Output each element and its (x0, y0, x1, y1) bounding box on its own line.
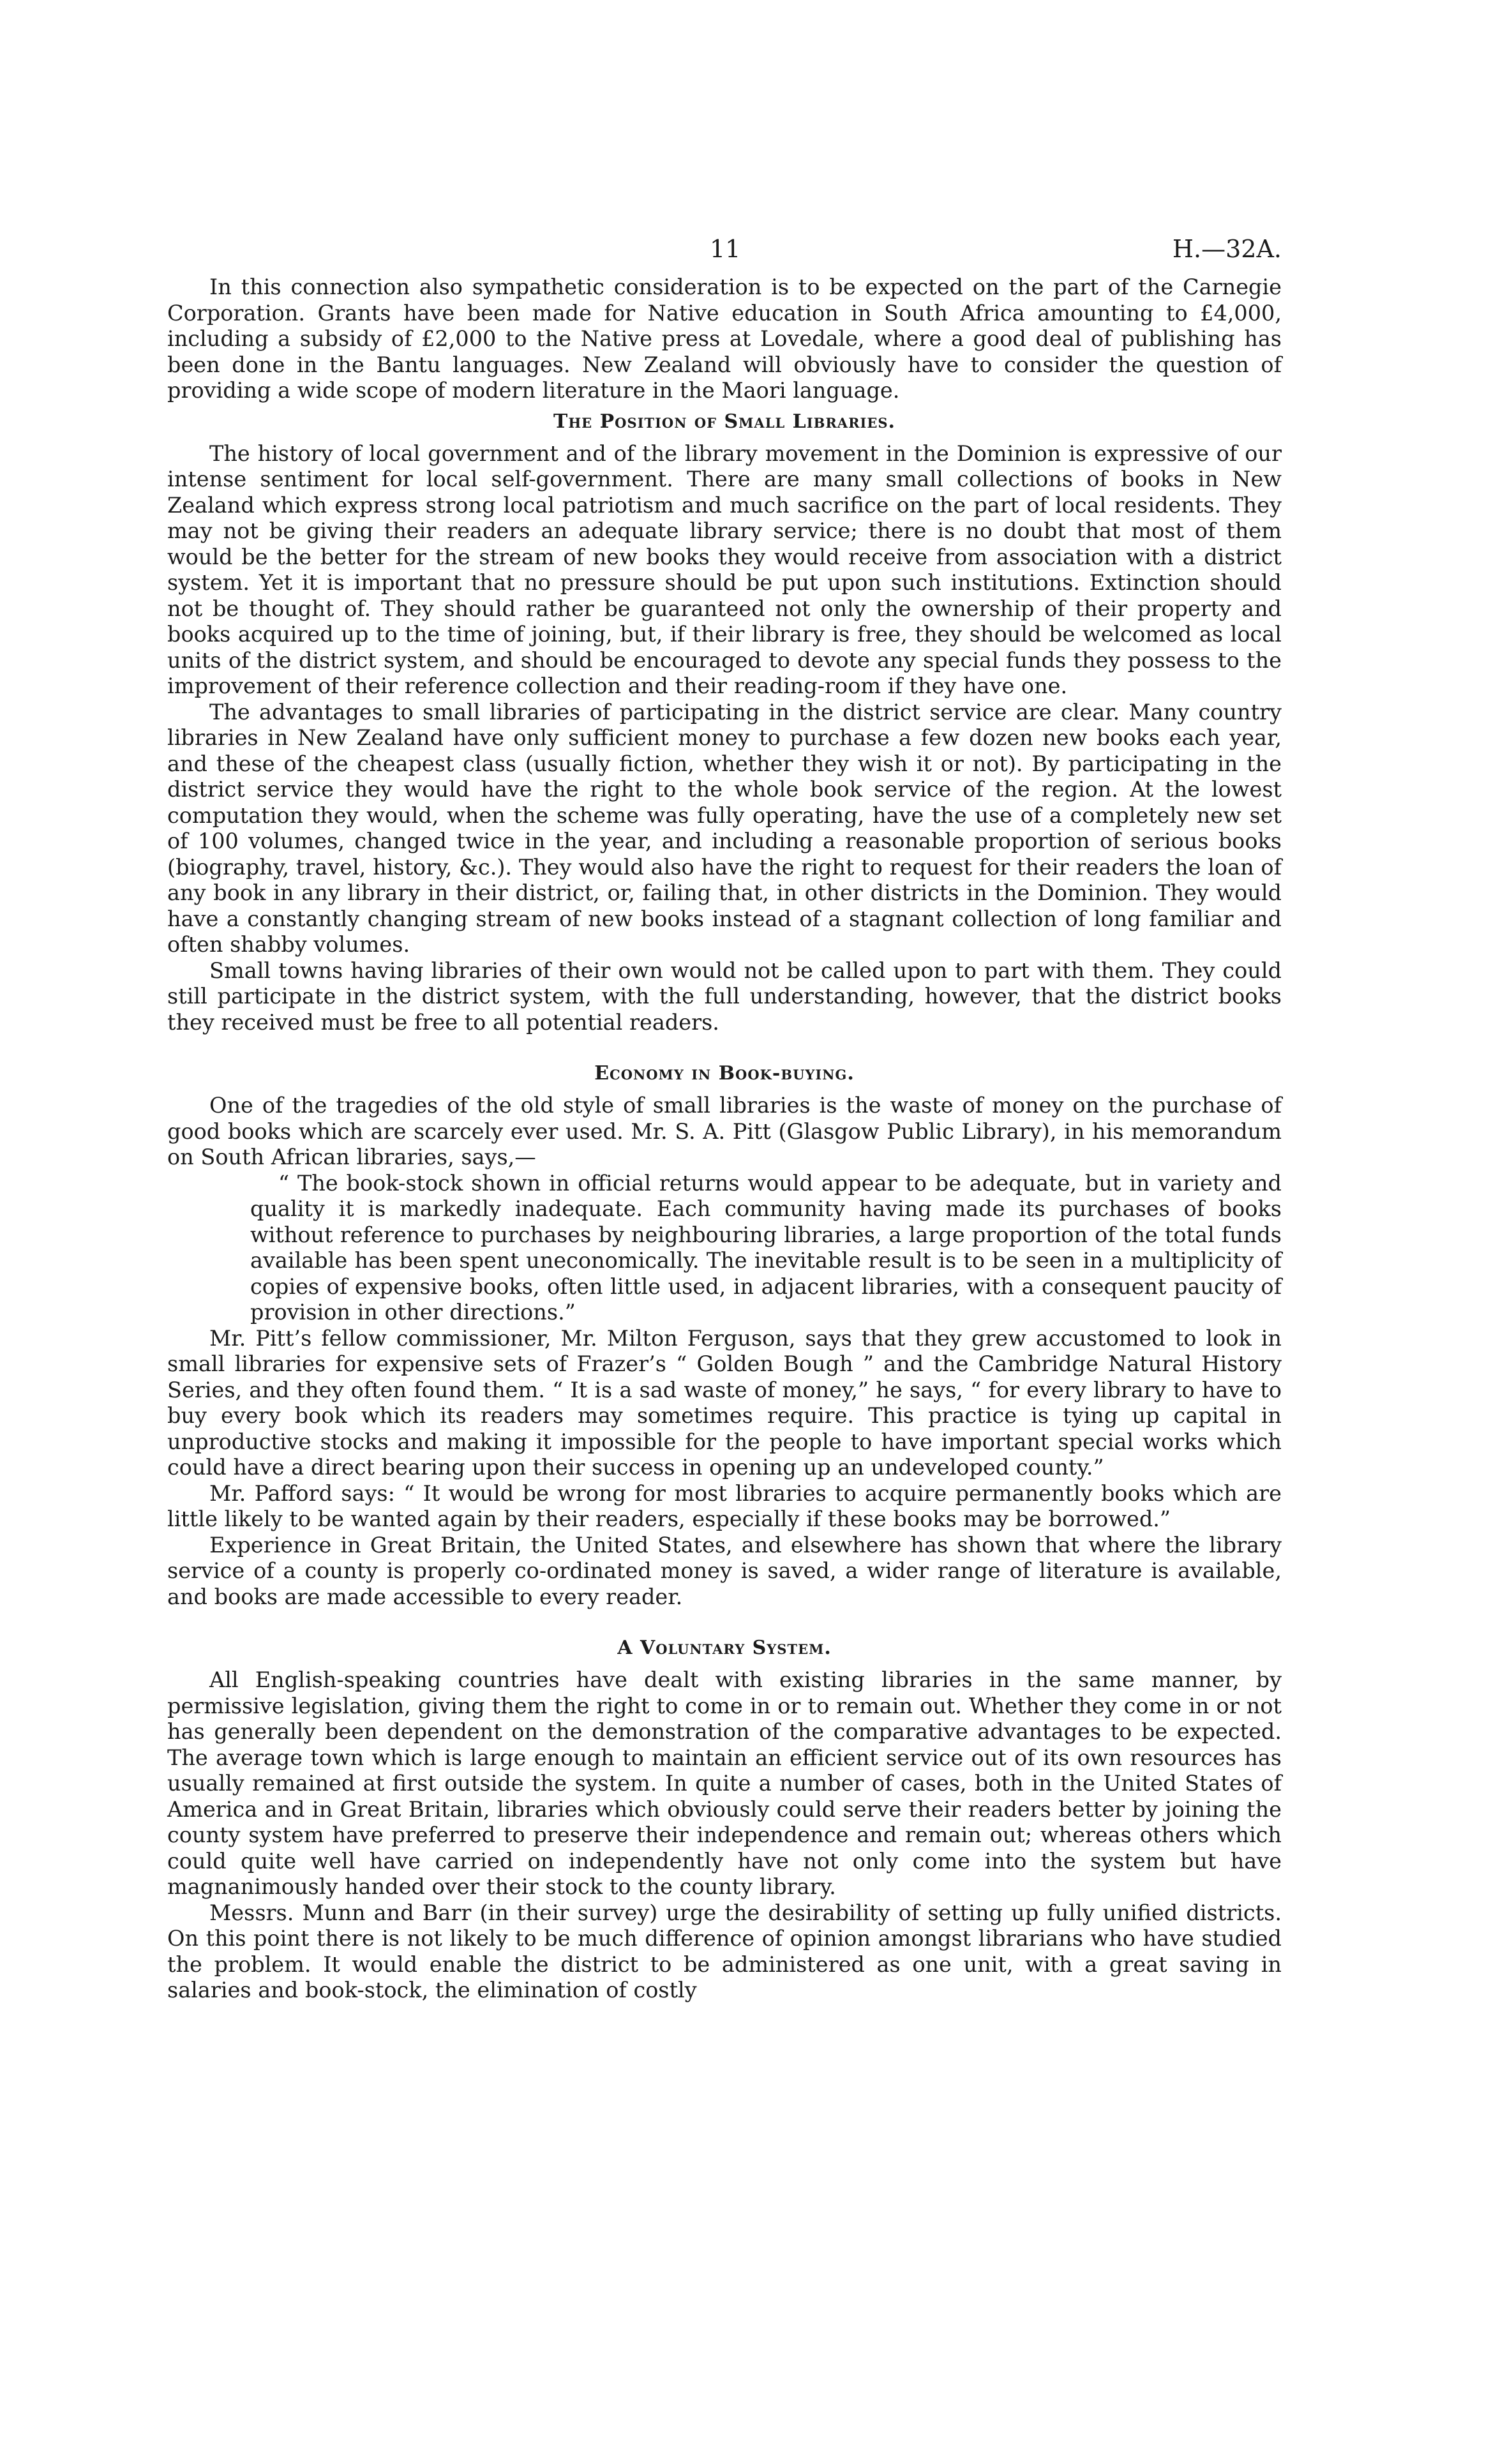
section-book-buying (167, 1061, 1282, 1610)
section-intro (167, 274, 1282, 404)
paragraph: Experience in Great Britain, the United States, and elsewhere has shown that where the library service of a county is properly co-ordinated money is saved, a wider range of literature is available, and books are made accessible to every reader. (167, 1532, 1282, 1609)
paragraph: Messrs. Munn and Barr (in their survey) urge the desirability of setting up fully unified districts. On this point there is not likely to be much difference of opinion amongst librarians who have studied the problem. It would enable the district to be administered as one unit, with a great saving in salaries and book-stock, the elimination of costly (167, 1900, 1282, 2002)
section-voluntary-system (167, 1635, 1282, 2004)
paragraph: In this connection also sympathetic consideration is to be expected on the part of the Carnegie Corporation. Grants have been made for Native education in South Africa amounting to £4,000, including a subsidy of £2,000 to the Native press at Lovedale, where a good deal of publishing has been done in the Bantu languages. New Zealand will obviously have to consider the question of providing a wide scope of modern literature in the Maori language. (167, 274, 1282, 403)
page-number: 11 (710, 235, 741, 263)
paragraph: Small towns having libraries of their own would not be called upon to part with them. They could still participate in the district system, with the full understanding, however, that the district books they received must be free to all potential readers. (167, 958, 1282, 1035)
paragraph: Mr. Pafford says: “ It would be wrong for most libraries to acquire permanently books which are little likely to be wanted again by their readers, especially if these books may be borrowed.” (167, 1480, 1282, 1531)
document-page (167, 230, 1282, 2004)
paragraph: All English-speaking countries have dealt with existing libraries in the same manner, by permissive legislation, giving them the right to come in or to remain out. Whether they come in or not has generally been dependent on the demonstration of the comparative advantages to be expected. The average town which is large enough to maintain an efficient service out of its own resources has usually remained at first outside the system. In quite a number of cases, both in the United States of America and in Great Britain, libraries which obviously could serve their readers better by joining the county system have preferred to preserve their independence and remain out; whereas others which could quite well have carried on independently have not only come into the system but have magnanimously handed over their stock to the county library. (167, 1667, 1282, 1899)
page-header (167, 230, 1282, 274)
section-heading: Economy in Book-buying. (594, 1062, 855, 1085)
paragraph: The advantages to small libraries of participating in the district service are clear. Many country libraries in New Zealand have only sufficient money to purchase a few dozen new books each year, and these of the cheapest class (usually fiction, whether they wish it or not). By participating in the district service they would have the right to the whole book service of the region. At the lowest computation they would, when the scheme was fully operating, have the use of a completely new set of 100 volumes, changed twice in the year, and including a reasonable proportion of serious books (biography, travel, history, &c.). They would also have the right to request for their readers the loan of any book in any library in their district, or, failing that, in other districts in the Dominion. They would have a constantly changing stream of new books instead of a stagnant collection of long familiar and often shabby volumes. (167, 699, 1282, 957)
block-quote: “ The book-stock shown in official returns would appear to be adequate, but in variety and quality it is markedly inadequate. Each community having made its purchases of books without reference to purchases by neighbouring libraries, a large proportion of the total funds available has been spent uneconomically. The inevitable result is to be seen in a multiplicity of copies of expensive books, often little used, in adjacent libraries, with a consequent paucity of provision in other directions.” (250, 1170, 1282, 1325)
paragraph: One of the tragedies of the old style of small libraries is the waste of money on the purchase of good books which are scarcely ever used. Mr. S. A. Pitt (Glasgow Public Library), in his memorandum on South African libraries, says,— (167, 1093, 1282, 1169)
section-heading: The Position of Small Libraries. (553, 410, 895, 433)
section-heading: A Voluntary System. (617, 1637, 832, 1659)
paragraph: Mr. Pitt’s fellow commissioner, Mr. Milton Ferguson, says that they grew accustomed to look in small libraries for expensive sets of Frazer’s “ Golden Bough ” and the Cambridge Natural History Series, and they often found them. “ It is a sad waste of money,” he says, “ for every library to have to buy every book which its readers may sometimes require. This practice is tying up capital in unproductive stocks and making it impossible for the people to have important special works which could have a direct bearing upon their success in opening up an undeveloped county.” (167, 1325, 1282, 1480)
section-small-libraries (167, 409, 1282, 1036)
paragraph: The history of local government and of the library movement in the Dominion is expressive of our intense sentiment for local self-government. There are many small collections of books in New Zealand which express strong local patriotism and much sacrifice on the part of local residents. They may not be giving their readers an adequate library service; there is no doubt that most of them would be the better for the stream of new books they would receive from association with a district system. Yet it is important that no pressure should be put upon such institutions. Extinction should not be thought of. They should rather be guaranteed not only the ownership of their property and books acquired up to the time of joining, but, if their library is free, they should be welcomed as local units of the district system, and should be encouraged to devote any special funds they possess to the improvement of their reference collection and their reading-room if they have one. (167, 440, 1282, 698)
document-reference: H.—32A. (1172, 235, 1282, 263)
